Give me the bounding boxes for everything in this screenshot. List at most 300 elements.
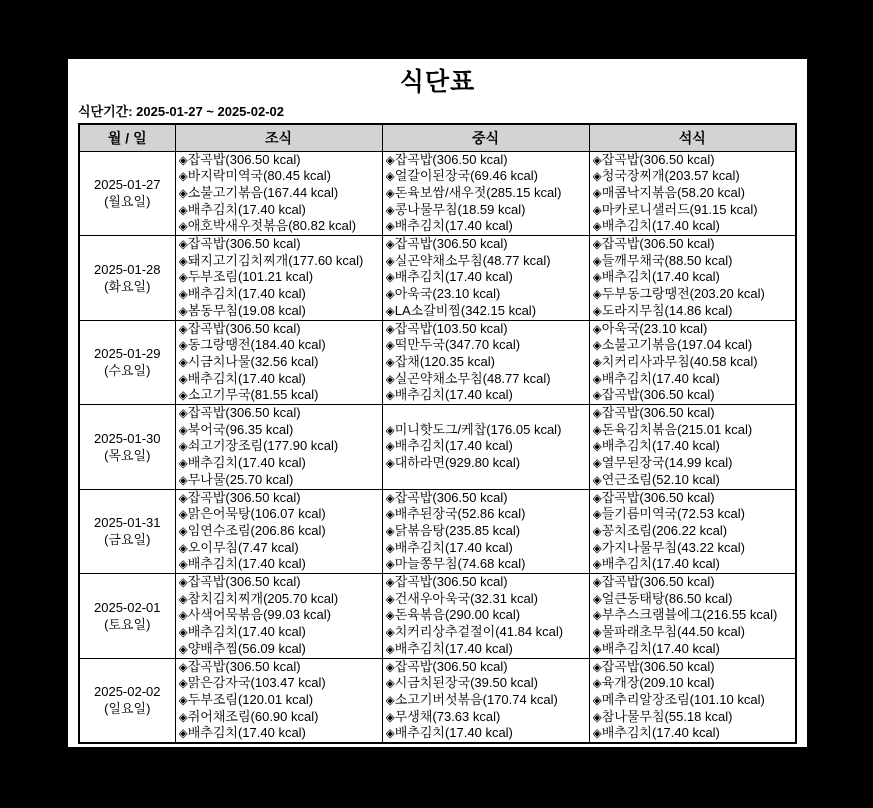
meal-item-label: 물파래초무침(44.50 kcal) — [601, 624, 746, 640]
diamond-bullet-icon: ◈ — [592, 507, 602, 522]
meal-item-label: 대하라면(929.80 kcal) — [394, 455, 521, 471]
meal-item — [386, 692, 587, 709]
meal-item-label: 배추된장국(52.86 kcal) — [394, 506, 526, 522]
meal-item-label: 배추김치(17.40 kcal) — [601, 640, 720, 656]
meal-item-label: 돈육김치볶음(215.01 kcal) — [601, 421, 753, 437]
table-header-row — [79, 124, 796, 151]
meal-item — [386, 490, 587, 507]
meal-item-label: 메추리알장조림(101.10 kcal) — [601, 692, 765, 707]
diamond-bullet-icon: ◈ — [178, 608, 188, 623]
meal-item — [179, 641, 380, 658]
meal-item — [593, 523, 794, 540]
meal-item-label: 쥐어채조림(60.90 kcal) — [187, 708, 319, 724]
diamond-bullet-icon: ◈ — [178, 659, 188, 674]
meal-item-label: 부추스크램블에그(216.55 kcal) — [601, 607, 778, 623]
diamond-bullet-icon: ◈ — [385, 202, 395, 217]
diamond-bullet-icon: ◈ — [592, 219, 602, 234]
meal-item — [179, 218, 380, 235]
meal-item — [593, 556, 794, 573]
meal-item-label: 양배추찜(56.09 kcal) — [187, 640, 306, 656]
meal-item-label: 잡곡밥(306.50 kcal) — [601, 236, 715, 252]
meal-item — [593, 574, 794, 591]
diamond-bullet-icon: ◈ — [178, 219, 188, 234]
meal-item-label: 잡곡밥(306.50 kcal) — [394, 658, 508, 674]
meal-item — [179, 659, 380, 676]
date-text: 2025-02-02 — [94, 684, 161, 700]
diamond-bullet-icon: ◈ — [592, 338, 602, 353]
meal-item — [386, 303, 587, 320]
diamond-bullet-icon: ◈ — [385, 557, 395, 572]
diamond-bullet-icon: ◈ — [178, 507, 188, 522]
meal-item — [386, 286, 587, 303]
dinner-cell — [589, 489, 796, 574]
diamond-bullet-icon: ◈ — [385, 625, 395, 640]
diamond-bullet-icon: ◈ — [178, 202, 188, 217]
weekday-text: (수요일) — [104, 363, 151, 379]
diamond-bullet-icon: ◈ — [385, 185, 395, 200]
diamond-bullet-icon: ◈ — [592, 169, 602, 184]
meal-item-label: 배추김치(17.40 kcal) — [601, 725, 720, 741]
meal-item-label: 북어국(96.35 kcal) — [187, 421, 294, 437]
weekday-text: (목요일) — [104, 447, 151, 463]
meal-item — [179, 675, 380, 692]
meal-item-label: 배추김치(17.40 kcal) — [394, 640, 513, 656]
meal-item-label: 돈육보쌈/새우젓(285.15 kcal) — [394, 184, 562, 200]
meal-item-label: 소고기버섯볶음(170.74 kcal) — [394, 692, 558, 707]
meal-item-label: 꽁치조림(206.22 kcal) — [601, 522, 728, 538]
meal-item-label: 잡곡밥(306.50 kcal) — [187, 236, 301, 252]
diamond-bullet-icon: ◈ — [592, 152, 602, 167]
meal-item — [386, 185, 587, 202]
diamond-bullet-icon: ◈ — [178, 422, 188, 437]
meal-item-label: 실곤약채소무침(48.77 kcal) — [394, 370, 551, 386]
meal-item-label: 소고기무국(81.55 kcal) — [187, 387, 319, 403]
meal-item-label: 배추김치(17.40 kcal) — [394, 539, 513, 555]
diamond-bullet-icon: ◈ — [592, 540, 602, 555]
meal-item-label: 아욱국(23.10 kcal) — [394, 286, 501, 302]
meal-item — [593, 506, 794, 523]
diamond-bullet-icon: ◈ — [178, 321, 188, 336]
diamond-bullet-icon: ◈ — [592, 523, 602, 538]
diamond-bullet-icon: ◈ — [385, 270, 395, 285]
meal-item-label: 배추김치(17.40 kcal) — [394, 269, 513, 285]
meal-item — [593, 607, 794, 624]
table-row — [79, 489, 796, 574]
diamond-bullet-icon: ◈ — [178, 676, 188, 691]
diamond-bullet-icon: ◈ — [385, 371, 395, 386]
date-cell — [79, 236, 175, 321]
weekday-text: (토요일) — [104, 616, 151, 632]
meal-item — [593, 387, 794, 404]
meal-item-label: 잡곡밥(306.50 kcal) — [187, 320, 301, 336]
meal-item — [386, 641, 587, 658]
diamond-bullet-icon: ◈ — [592, 641, 602, 656]
table-row — [79, 320, 796, 405]
meal-item — [593, 659, 794, 676]
meal-item — [179, 152, 380, 169]
meal-item-label: 두부동그랑땡전(203.20 kcal) — [601, 286, 765, 302]
meal-item-label: 미니핫도그/케찹(176.05 kcal) — [394, 421, 562, 437]
meal-item — [593, 236, 794, 253]
meal-item — [593, 269, 794, 286]
diamond-bullet-icon: ◈ — [385, 540, 395, 555]
meal-item-label: 들기름미역국(72.53 kcal) — [601, 506, 746, 522]
meal-item-label: 잡곡밥(306.50 kcal) — [394, 151, 508, 167]
meal-item-label: 잡곡밥(306.50 kcal) — [187, 405, 301, 421]
meal-item — [386, 725, 587, 742]
meal-item — [386, 709, 587, 726]
weekday-text: (금요일) — [104, 532, 151, 548]
meal-item — [593, 218, 794, 235]
meal-item-label: 참나물무침(55.18 kcal) — [601, 708, 733, 724]
diamond-bullet-icon: ◈ — [592, 388, 602, 403]
meal-item — [386, 202, 587, 219]
date-cell — [79, 151, 175, 236]
meal-item — [179, 490, 380, 507]
meal-item — [179, 168, 380, 185]
meal-item-label: 배추김치(17.40 kcal) — [601, 556, 720, 572]
date-text: 2025-01-31 — [94, 515, 161, 531]
meal-item-label: 무생채(73.63 kcal) — [394, 708, 501, 724]
diamond-bullet-icon: ◈ — [178, 371, 188, 386]
diamond-bullet-icon: ◈ — [178, 253, 188, 268]
meal-item — [593, 675, 794, 692]
meal-item-label: 도라지무침(14.86 kcal) — [601, 302, 733, 318]
meal-item — [386, 354, 587, 371]
meal-item-label: 잡곡밥(103.50 kcal) — [394, 320, 508, 336]
meal-item — [386, 556, 587, 573]
meal-item-label: 떡만두국(347.70 kcal) — [394, 337, 521, 353]
diamond-bullet-icon: ◈ — [592, 591, 602, 606]
meal-item-label: 돈육볶음(290.00 kcal) — [394, 607, 521, 623]
meal-item — [593, 725, 794, 742]
diamond-bullet-icon: ◈ — [385, 575, 395, 590]
diamond-bullet-icon: ◈ — [592, 472, 602, 487]
date-text: 2025-01-27 — [94, 177, 161, 193]
diamond-bullet-icon: ◈ — [385, 676, 395, 691]
meal-item — [386, 438, 587, 455]
meal-item — [179, 624, 380, 641]
diamond-bullet-icon: ◈ — [178, 490, 188, 505]
diamond-bullet-icon: ◈ — [385, 152, 395, 167]
meal-item-label: 육개장(209.10 kcal) — [601, 675, 715, 691]
meal-item-label: 들깨무채국(88.50 kcal) — [601, 252, 733, 268]
meal-item-label: 건새우아욱국(32.31 kcal) — [394, 590, 539, 606]
diamond-bullet-icon: ◈ — [592, 237, 602, 252]
meal-item — [179, 387, 380, 404]
meal-item-label: 실곤약채소무침(48.77 kcal) — [394, 252, 551, 268]
diamond-bullet-icon: ◈ — [178, 625, 188, 640]
meal-item — [386, 506, 587, 523]
meal-table — [78, 123, 797, 744]
diamond-bullet-icon: ◈ — [178, 270, 188, 285]
meal-item — [179, 540, 380, 557]
diamond-bullet-icon: ◈ — [385, 321, 395, 336]
meal-item-label: 애호박새우젓볶음(80.82 kcal) — [187, 218, 357, 234]
meal-item-label: 배추김치(17.40 kcal) — [394, 438, 513, 454]
meal-item — [179, 202, 380, 219]
diamond-bullet-icon: ◈ — [178, 354, 188, 369]
meal-item — [179, 371, 380, 388]
meal-item-label: 맑은어묵탕(106.07 kcal) — [187, 506, 326, 522]
meal-item — [179, 591, 380, 608]
meal-item-label: 콩나물무침(18.59 kcal) — [394, 201, 526, 217]
diamond-bullet-icon: ◈ — [385, 591, 395, 606]
diamond-bullet-icon: ◈ — [592, 439, 602, 454]
lunch-cell — [382, 320, 589, 405]
meal-item — [179, 438, 380, 455]
header-cell-lunch: 중식 — [382, 124, 589, 151]
meal-item-label: 열무된장국(14.99 kcal) — [601, 455, 733, 471]
weekday-text: (화요일) — [104, 278, 151, 294]
diamond-bullet-icon: ◈ — [592, 303, 602, 318]
meal-item — [386, 574, 587, 591]
table-row — [79, 658, 796, 743]
date-cell — [79, 658, 175, 743]
meal-item-label: 봄동무침(19.08 kcal) — [187, 302, 306, 318]
table-row — [79, 151, 796, 236]
meal-item — [593, 472, 794, 489]
breakfast-cell — [175, 574, 382, 659]
meal-item — [593, 709, 794, 726]
diamond-bullet-icon: ◈ — [385, 439, 395, 454]
diamond-bullet-icon: ◈ — [592, 608, 602, 623]
meal-item-label: 치커리상추겉절이(41.84 kcal) — [394, 624, 564, 640]
meal-item — [593, 371, 794, 388]
diamond-bullet-icon: ◈ — [592, 625, 602, 640]
diamond-bullet-icon: ◈ — [592, 354, 602, 369]
diamond-bullet-icon: ◈ — [178, 709, 188, 724]
lunch-cell — [382, 151, 589, 236]
meal-item-label: 배추김치(17.40 kcal) — [601, 218, 720, 234]
diamond-bullet-icon: ◈ — [178, 693, 188, 707]
header-cell-day: 월 / 일 — [79, 124, 175, 151]
meal-item — [593, 286, 794, 303]
meal-item-label: 배추김치(17.40 kcal) — [187, 455, 306, 471]
meal-item — [386, 659, 587, 676]
date-cell — [79, 320, 175, 405]
meal-item-label: 임연수조림(206.86 kcal) — [187, 522, 326, 538]
table-row — [79, 574, 796, 659]
table-row — [79, 405, 796, 490]
lunch-cell — [382, 489, 589, 574]
meal-item — [593, 185, 794, 202]
meal-item — [179, 506, 380, 523]
diamond-bullet-icon: ◈ — [592, 321, 602, 336]
diamond-bullet-icon: ◈ — [178, 591, 188, 606]
diamond-bullet-icon: ◈ — [385, 219, 395, 234]
diamond-bullet-icon: ◈ — [385, 354, 395, 369]
diamond-bullet-icon: ◈ — [385, 169, 395, 184]
meal-item-label: 시금치나물(32.56 kcal) — [187, 353, 319, 369]
header-cell-breakfast: 조식 — [175, 124, 382, 151]
meal-item-label: 잡곡밥(306.50 kcal) — [601, 574, 715, 590]
dinner-cell — [589, 236, 796, 321]
meal-item — [179, 354, 380, 371]
meal-item — [593, 591, 794, 608]
meal-item-label: 잡곡밥(306.50 kcal) — [601, 151, 715, 167]
diamond-bullet-icon: ◈ — [592, 693, 602, 707]
diamond-bullet-icon: ◈ — [178, 388, 188, 403]
meal-item — [386, 540, 587, 557]
date-cell — [79, 489, 175, 574]
meal-item-label: 잡곡밥(306.50 kcal) — [187, 658, 301, 674]
diamond-bullet-icon: ◈ — [592, 253, 602, 268]
meal-item-label: 치커리사과무침(40.58 kcal) — [601, 353, 758, 369]
meal-item-label: 두부조림(101.21 kcal) — [187, 269, 314, 285]
diamond-bullet-icon: ◈ — [178, 575, 188, 590]
meal-item-label: 맑은감자국(103.47 kcal) — [187, 675, 326, 691]
diamond-bullet-icon: ◈ — [385, 303, 395, 318]
meal-item-label: 연근조림(52.10 kcal) — [601, 471, 720, 487]
meal-item — [386, 675, 587, 692]
dinner-cell — [589, 405, 796, 490]
meal-item — [386, 523, 587, 540]
weekday-text: (일요일) — [104, 701, 151, 717]
diamond-bullet-icon: ◈ — [385, 456, 395, 471]
breakfast-cell — [175, 236, 382, 321]
meal-item-label: 잡곡밥(306.50 kcal) — [601, 387, 715, 403]
meal-item-label: 마늘쫑무침(74.68 kcal) — [394, 556, 526, 572]
table-row — [79, 236, 796, 321]
diamond-bullet-icon: ◈ — [178, 726, 188, 741]
meal-item — [593, 202, 794, 219]
meal-item — [386, 387, 587, 404]
meal-item — [179, 725, 380, 742]
diamond-bullet-icon: ◈ — [592, 202, 602, 217]
meal-item — [179, 185, 380, 202]
diamond-bullet-icon: ◈ — [385, 388, 395, 403]
meal-item — [386, 236, 587, 253]
meal-item-label: 배추김치(17.40 kcal) — [394, 218, 513, 234]
diamond-bullet-icon: ◈ — [385, 287, 395, 302]
diamond-bullet-icon: ◈ — [385, 490, 395, 505]
meal-item-label: 잡곡밥(306.50 kcal) — [601, 405, 715, 421]
meal-item-label: 배추김치(17.40 kcal) — [187, 201, 306, 217]
meal-item-label: 배추김치(17.40 kcal) — [601, 370, 720, 386]
meal-item — [593, 168, 794, 185]
meal-item-label: 배추김치(17.40 kcal) — [601, 269, 720, 285]
meal-item-label: 얼갈이된장국(69.46 kcal) — [394, 168, 539, 184]
lunch-cell — [382, 405, 589, 490]
meal-item-label: 소불고기볶음(197.04 kcal) — [601, 337, 753, 353]
diamond-bullet-icon: ◈ — [178, 338, 188, 353]
diamond-bullet-icon: ◈ — [178, 169, 188, 184]
diamond-bullet-icon: ◈ — [178, 472, 188, 487]
meal-item-label: 매콤낙지볶음(58.20 kcal) — [601, 184, 746, 200]
diamond-bullet-icon: ◈ — [178, 303, 188, 318]
meal-item — [593, 490, 794, 507]
diamond-bullet-icon: ◈ — [385, 726, 395, 741]
meal-item-label: 잡곡밥(306.50 kcal) — [187, 574, 301, 590]
meal-item-label: 배추김치(17.40 kcal) — [601, 438, 720, 454]
meal-item-label: 잡채(120.35 kcal) — [394, 353, 496, 369]
diamond-bullet-icon: ◈ — [592, 185, 602, 200]
date-text: 2025-02-01 — [94, 599, 161, 615]
meal-item-label: 아욱국(23.10 kcal) — [601, 320, 708, 336]
diamond-bullet-icon: ◈ — [178, 287, 188, 302]
diamond-bullet-icon: ◈ — [592, 557, 602, 572]
diamond-bullet-icon: ◈ — [592, 490, 602, 505]
meal-item — [179, 574, 380, 591]
meal-item — [593, 337, 794, 354]
meal-item — [179, 556, 380, 573]
meal-item — [179, 472, 380, 489]
meal-item — [593, 692, 794, 709]
meal-item-label: 얼큰동태탕(86.50 kcal) — [601, 590, 733, 606]
meal-item — [179, 607, 380, 624]
meal-item — [179, 692, 380, 709]
diamond-bullet-icon: ◈ — [385, 641, 395, 656]
header-cell-dinner: 석식 — [589, 124, 796, 151]
diamond-bullet-icon: ◈ — [385, 507, 395, 522]
meal-item — [593, 321, 794, 338]
lunch-cell — [382, 658, 589, 743]
meal-item — [386, 591, 587, 608]
meal-item — [179, 523, 380, 540]
breakfast-cell — [175, 658, 382, 743]
meal-item-label: 마카로니샐러드(91.15 kcal) — [601, 201, 758, 217]
lunch-cell — [382, 236, 589, 321]
meal-item-label: 바지락미역국(80.45 kcal) — [187, 168, 332, 184]
meal-item — [593, 422, 794, 439]
meal-item — [593, 641, 794, 658]
meal-plan-title: 식단표 — [399, 68, 476, 96]
date-text: 2025-01-28 — [94, 261, 161, 277]
meal-item — [179, 455, 380, 472]
meal-item — [593, 354, 794, 371]
meal-item — [179, 405, 380, 422]
diamond-bullet-icon: ◈ — [592, 371, 602, 386]
diamond-bullet-icon: ◈ — [592, 456, 602, 471]
meal-item — [179, 422, 380, 439]
meal-item-label: 동그랑땡전(184.40 kcal) — [187, 337, 326, 353]
meal-item-label: 참치김치찌개(205.70 kcal) — [187, 590, 339, 606]
date-cell — [79, 405, 175, 490]
breakfast-cell — [175, 405, 382, 490]
meal-item — [179, 269, 380, 286]
diamond-bullet-icon: ◈ — [178, 152, 188, 167]
diamond-bullet-icon: ◈ — [385, 709, 395, 724]
meal-item — [386, 218, 587, 235]
document-page — [68, 59, 807, 747]
meal-item-label: 소불고기볶음(167.44 kcal) — [187, 184, 339, 200]
meal-item-label: 돼지고기김치찌개(177.60 kcal) — [187, 252, 364, 268]
diamond-bullet-icon: ◈ — [178, 641, 188, 656]
weekday-text: (월요일) — [104, 194, 151, 210]
meal-item-label: 잡곡밥(306.50 kcal) — [187, 489, 301, 505]
meal-item — [179, 321, 380, 338]
meal-item-label: 무나물(25.70 kcal) — [187, 471, 294, 487]
date-text: 2025-01-30 — [94, 430, 161, 446]
meal-item — [593, 624, 794, 641]
diamond-bullet-icon: ◈ — [592, 575, 602, 590]
diamond-bullet-icon: ◈ — [385, 659, 395, 674]
meal-item — [386, 269, 587, 286]
diamond-bullet-icon: ◈ — [178, 540, 188, 555]
meal-item-label: 배추김치(17.40 kcal) — [394, 387, 513, 403]
meal-item-label: 잡곡밥(306.50 kcal) — [601, 658, 715, 674]
meal-item — [179, 253, 380, 270]
meal-item-label: 오이무침(7.47 kcal) — [187, 539, 299, 555]
dinner-cell — [589, 574, 796, 659]
diamond-bullet-icon: ◈ — [592, 406, 602, 421]
meal-item — [386, 371, 587, 388]
meal-item-label: 청국장찌개(203.57 kcal) — [601, 168, 740, 184]
diamond-bullet-icon: ◈ — [178, 439, 188, 454]
breakfast-cell — [175, 151, 382, 236]
meal-item-label: 닭볶음탕(235.85 kcal) — [394, 522, 521, 538]
